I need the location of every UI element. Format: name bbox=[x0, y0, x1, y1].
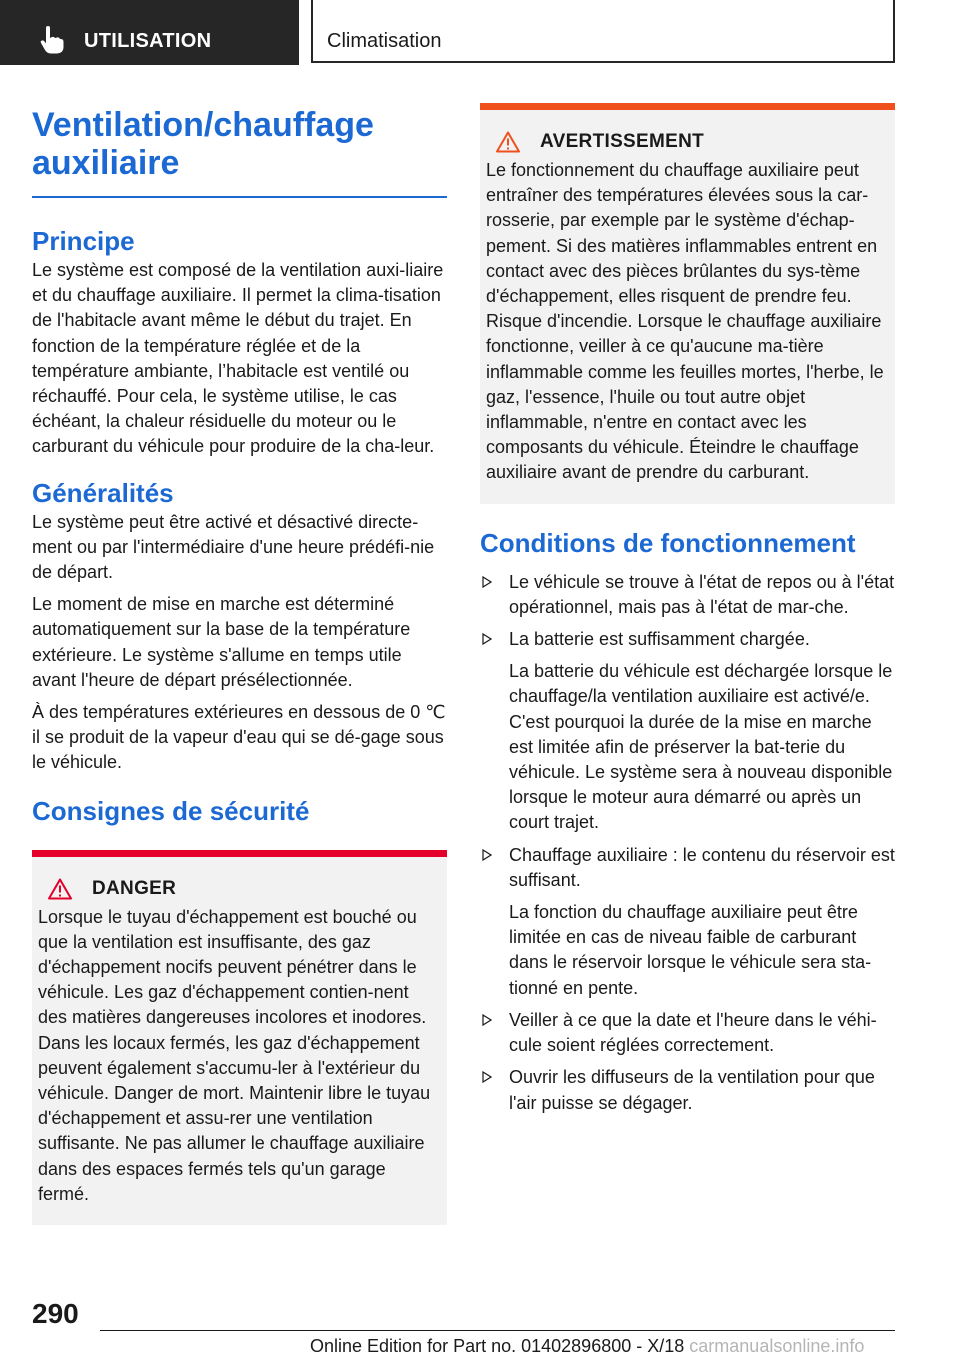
bullet-triangle-icon bbox=[482, 633, 492, 645]
header-topic-label: Climatisation bbox=[327, 30, 442, 52]
watermark-text: carmanualsonline.info bbox=[689, 1336, 865, 1356]
principe-paragraph: Le système est composé de la ventilation auxi-liaire et du chauffage auxiliaire. Il permet la clima-tisation de l'habitacle avant même le début du trajet. En fonction de la température réglée et de la température ambiante, l’habitacle est ventilé ou réchauffé. Pour cela, le système utilise, le cas échéant, la chaleur résiduelle du moteur ou le carburant du véhicule pour produire de la cha-leur. bbox=[32, 260, 444, 457]
bullet-subtext: La batterie du véhicule est déchargée lorsque le chauffage/la ventilation auxiliaire est activé/e. C'est pourquoi la durée de la mise en marche est limitée afin de préserver la bat-terie du véhicule. Le système sera à nouveau disponible lorsque le moteur aura démarré ou après un court trajet. bbox=[509, 661, 893, 833]
page-title: Ventilation/chauffage auxiliaire bbox=[32, 106, 374, 182]
section-heading-generalites: Généralités bbox=[32, 477, 174, 508]
bullet-text: La batterie est suffisamment chargée. bbox=[509, 629, 810, 650]
bullet-text: Veiller à ce que la date et l'heure dans le véhi-cule soient réglées correctement. bbox=[509, 1009, 877, 1056]
list-item bbox=[480, 843, 895, 1001]
warning-bar bbox=[480, 103, 895, 110]
page-number: 290 bbox=[32, 1298, 79, 1329]
danger-label: DANGER bbox=[92, 877, 177, 899]
footer-divider bbox=[100, 1330, 895, 1331]
generalites-paragraph-3: À des températures extérieures en dessous de 0 ℃ il se produit de la vapeur d'eau qui se dé-gage sous le véhicule. bbox=[32, 702, 446, 773]
left-column bbox=[32, 100, 447, 1225]
section-heading-conditions: Conditions de fonctionnement bbox=[480, 527, 856, 558]
bullet-text: Le véhicule se trouve à l'état de repos ou à l'état opérationnel, mais pas à l'état de mar-che. bbox=[509, 571, 895, 617]
generalites-paragraph-2: Le moment de mise en marche est déterminé automatiquement sur la base de la température extérieure. Le système s'allume en temps utile avant l'heure de départ présélectionnée. bbox=[32, 594, 411, 690]
conditions-list bbox=[480, 570, 895, 1116]
danger-bar bbox=[32, 850, 447, 857]
list-item bbox=[480, 627, 895, 836]
danger-text: Lorsque le tuyau d'échappement est bouché ou que la ventilation est insuffisante, des gaz d'échappement nocifs peuvent pénétrer dans le véhicule. Les gaz d'échappement contien-nent des matières dangereuses incolores et inodores. Dans les locaux fermés, les gaz d'échappement peuvent également s'accumu-ler à l'extérieur du véhicule. Danger de mort. Maintenir libre le tuyau d'échappement et assu-rer une ventilation suffisante. Ne pas allumer le chauffage auxiliaire dans des espaces fermés tels qu'un garage fermé. bbox=[38, 906, 431, 1204]
bullet-triangle-icon bbox=[482, 849, 492, 861]
section-heading-consignes: Consignes de sécurité bbox=[32, 795, 310, 826]
bullet-triangle-icon bbox=[482, 1014, 492, 1026]
list-item bbox=[480, 1008, 895, 1058]
bullet-triangle-icon bbox=[482, 1071, 492, 1083]
warning-box bbox=[480, 103, 895, 504]
header-section-tab bbox=[0, 0, 299, 65]
warning-triangle-icon bbox=[496, 131, 520, 153]
header-section-label: UTILISATION bbox=[84, 30, 212, 52]
bullet-subtext: La fonction du chauffage auxiliaire peut être limitée en cas de niveau faible de carburant dans le réservoir lorsque le véhicule sera sta-tionné en pente. bbox=[509, 902, 872, 998]
generalites-paragraph-1: Le système peut être activé et désactivé directe-ment ou par l'intermédiaire d'une heure prédéfi-nie de départ. bbox=[32, 511, 435, 583]
section-heading-principe: Principe bbox=[32, 226, 135, 256]
bullet-text: Chauffage auxiliaire : le contenu du réservoir est suffisant. bbox=[509, 844, 895, 890]
warning-label: AVERTISSEMENT bbox=[540, 131, 705, 152]
warning-text: Le fonctionnement du chauffage auxiliaire peut entraîner des températures élevées sous la car-rosserie, par exemple par le système d'échap-pement. Si des matières inflammables entrent en contact avec des pièces brûlantes du sys-tème d'échappement, elles risquent de prendre feu. Risque d'incendie. Lorsque le chauffage auxiliaire fonctionne, veiller à ce qu'aucune ma-tière inflammable comme les feuilles mortes, l'herbe, le gaz, l'essence, l'huile ou tout autre objet inflammable, n'entre en contact avec les composants du véhicule. Éteindre le chauffage auxiliaire avant de prendre du carburant. bbox=[486, 160, 884, 483]
right-column bbox=[480, 100, 895, 1123]
bullet-triangle-icon bbox=[482, 576, 492, 588]
pointing-hand-icon bbox=[40, 26, 64, 54]
danger-box bbox=[32, 850, 447, 1225]
list-item bbox=[480, 570, 895, 620]
list-item bbox=[480, 1065, 895, 1115]
bullet-text: Ouvrir les diffuseurs de la ventilation pour que l'air puisse se dégager. bbox=[509, 1067, 875, 1113]
edition-text: Online Edition for Part no. 01402896800 - X/18 bbox=[310, 1336, 685, 1356]
footer-edition bbox=[310, 1336, 864, 1357]
warning-triangle-icon bbox=[48, 878, 72, 900]
header-topic-tab bbox=[311, 0, 895, 63]
